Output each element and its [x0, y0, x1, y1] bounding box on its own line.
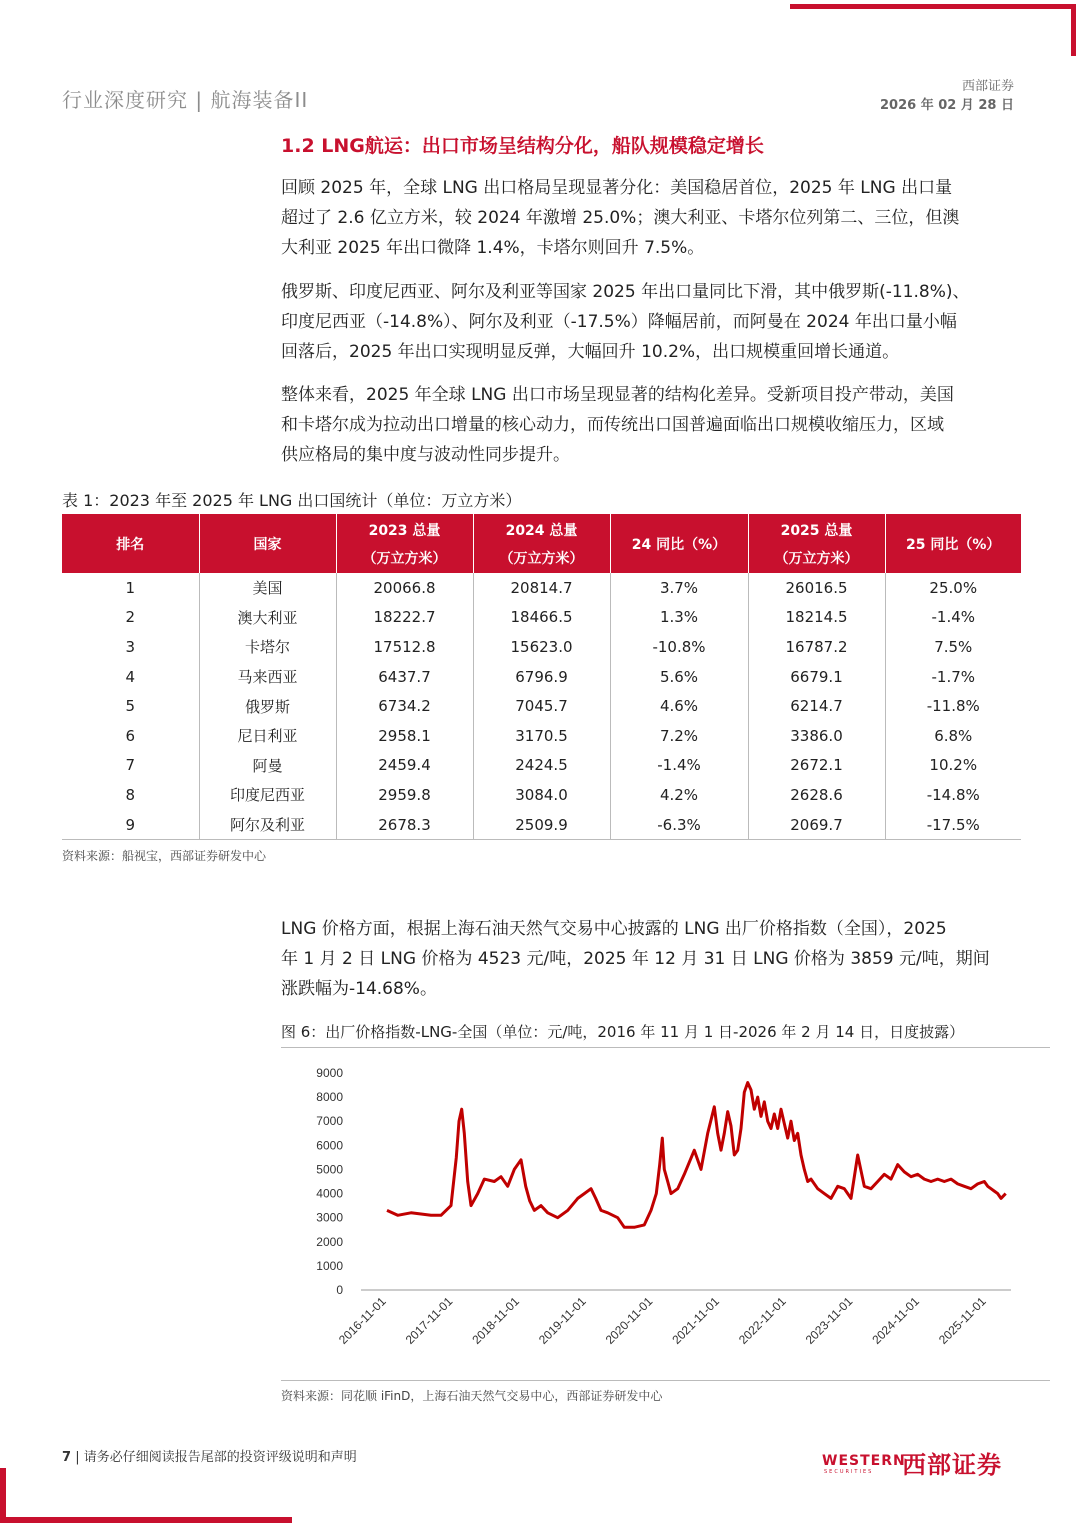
cell-country: 马来西亚: [199, 662, 336, 692]
paragraph-line: 涨跌幅为-14.68%。: [281, 979, 437, 999]
paragraph-2: [281, 277, 1021, 367]
cell-2025: 6214.7: [748, 691, 885, 721]
lng-export-table: [62, 514, 1021, 840]
logo-english-sub: SECURITIES: [824, 1469, 874, 1475]
cell-yoy25: -11.8%: [926, 697, 980, 716]
company-logo: [822, 1444, 1022, 1479]
cell-2025: 2628.6: [748, 780, 885, 810]
table-row: [62, 573, 1021, 603]
cell-2023: 2958.1: [336, 721, 473, 751]
header-yoy25: 25 同比（%）: [885, 514, 1021, 573]
cell-yoy24: -6.3%: [610, 810, 748, 840]
cell-2023: 6437.7: [336, 662, 473, 692]
x-tick-label: 2017-11-01: [402, 1294, 456, 1347]
cell-2023: 2959.8: [336, 780, 473, 810]
cell-yoy24: 1.3%: [610, 603, 748, 633]
cell-country: 阿尔及利亚: [199, 810, 336, 840]
paragraph-line: 超过了 2.6 亿立方米，较 2024 年激增 25.0%；澳大利亚、卡塔尔位列第二、三位，但澳: [281, 208, 960, 228]
logo-chinese: 西部证券: [902, 1451, 1002, 1479]
paragraph-line: 俄罗斯、印度尼西亚、阿尔及利亚等国家 2025 年出口量同比下滑，其中俄罗斯(-11.8%)、: [281, 282, 970, 302]
table-row: [62, 662, 1021, 692]
disclaimer-text: 请务必仔细阅读报告尾部的投资评级说明和声明: [83, 1450, 357, 1465]
header-2025: [748, 514, 885, 573]
cell-2024: 18466.5: [473, 603, 610, 633]
cell-yoy25: -1.7%: [931, 667, 976, 686]
cell-yoy24: 7.2%: [610, 721, 748, 751]
paragraph-line: 整体来看，2025 年全球 LNG 出口市场呈现显著的结构化差异。受新项目投产带动，美国: [281, 385, 954, 405]
cell-2024: 20814.7: [473, 573, 610, 603]
cell-rank: 9: [62, 810, 199, 840]
y-tick-label: 6000: [316, 1138, 343, 1153]
paragraph-line: 回落后，2025 年出口实现明显反弹，大幅回升 10.2%，出口规模重回增长通道。: [281, 342, 900, 362]
cell-country: 阿曼: [199, 751, 336, 781]
header-2023: [336, 514, 473, 573]
cell-yoy25: 10.2%: [929, 756, 978, 775]
cell-2023: 18222.7: [336, 603, 473, 633]
cell-rank: 3: [62, 632, 199, 662]
cell-2024: 2509.9: [473, 810, 610, 840]
report-category: 行业深度研究 | 航海装备II: [62, 88, 309, 112]
figure-frame: [281, 1047, 1050, 1381]
cell-2024: 7045.7: [473, 691, 610, 721]
paragraph-line: 供应格局的集中度与波动性同步提升。: [281, 445, 570, 465]
header-rank: 排名: [62, 514, 199, 573]
header-2023-unit: （万立方米）: [362, 550, 447, 567]
table-row: [62, 691, 1021, 721]
cell-2025: 26016.5: [748, 573, 885, 603]
series-line-lng-price: [387, 1083, 1006, 1228]
cell-yoy25: 7.5%: [934, 637, 973, 656]
figure-caption: 图 6：出厂价格指数-LNG-全国（单位：元/吨，2016 年 11 月 1 日-2026 年 2 月 14 日，日度披露）: [281, 1023, 965, 1041]
section-title: 1.2 LNG航运：出口市场呈结构分化，船队规模稳定增长: [281, 135, 764, 157]
cell-2025: 6679.1: [748, 662, 885, 692]
y-tick-label: 4000: [316, 1186, 343, 1201]
cell-rank: 4: [62, 662, 199, 692]
paragraph-1: [281, 173, 1021, 263]
cell-yoy24: -1.4%: [610, 751, 748, 781]
y-tick-label: 7000: [316, 1114, 343, 1129]
x-tick-label: 2020-11-01: [602, 1294, 656, 1347]
cell-2024: 15623.0: [473, 632, 610, 662]
cell-yoy24: 3.7%: [610, 573, 748, 603]
y-tick-label: 5000: [316, 1162, 343, 1177]
cell-yoy24: 4.6%: [610, 691, 748, 721]
paragraph-line: 大利亚 2025 年出口微降 1.4%，卡塔尔则回升 7.5%。: [281, 238, 705, 258]
x-tick-label: 2023-11-01: [802, 1294, 856, 1347]
lng-price-chart: [281, 1048, 1050, 1380]
cell-2024: 3170.5: [473, 721, 610, 751]
cell-yoy25: 6.8%: [934, 726, 973, 745]
paragraph-3: [281, 380, 1021, 470]
corner-frame-bottom: [0, 1517, 292, 1523]
x-tick-label: 2016-11-01: [335, 1294, 389, 1347]
x-axis: [336, 1294, 989, 1347]
cell-yoy25: -17.5%: [885, 810, 1021, 840]
table-row: [62, 632, 1021, 662]
y-tick-label: 3000: [316, 1210, 343, 1225]
footer-notice: [62, 1446, 357, 1465]
cell-2023: 17512.8: [336, 632, 473, 662]
header-2025-label: 2025 总量: [780, 522, 853, 539]
header-country: 国家: [199, 514, 336, 573]
y-tick-label: 8000: [316, 1090, 343, 1105]
cell-country: 美国: [199, 573, 336, 603]
cell-2025: 16787.2: [748, 632, 885, 662]
table-row: [62, 603, 1021, 633]
corner-frame-top-vertical: [1071, 4, 1076, 56]
paragraph-line: 和卡塔尔成为拉动出口增量的核心动力，而传统出口国普遍面临出口规模收缩压力，区域: [281, 415, 944, 435]
cell-yoy25: 25.0%: [929, 578, 978, 597]
cell-2025: 3386.0: [748, 721, 885, 751]
corner-frame-bottom-vertical: [0, 1468, 6, 1523]
header-2024-unit: （万立方米）: [499, 550, 584, 567]
cell-yoy24: 5.6%: [610, 662, 748, 692]
cell-2025: 18214.5: [748, 603, 885, 633]
header-yoy24: 24 同比（%）: [610, 514, 748, 573]
paragraph-line: 回顾 2025 年，全球 LNG 出口格局呈现显著分化：美国稳居首位，2025 年 LNG 出口量: [281, 178, 953, 198]
cell-rank: 8: [62, 780, 199, 810]
corner-frame-top: [790, 4, 1076, 9]
paragraph-4: [281, 914, 1021, 1004]
cell-rank: 2: [62, 603, 199, 633]
figure-source: 资料来源：同花顺 iFinD，上海石油天然气交易中心，西部证券研发中心: [281, 1389, 663, 1403]
cell-country: 澳大利亚: [199, 603, 336, 633]
cell-2025: 2069.7: [748, 810, 885, 840]
table-header-row: [62, 514, 1021, 573]
y-tick-label: 9000: [316, 1066, 343, 1080]
paragraph-line: 年 1 月 2 日 LNG 价格为 4523 元/吨，2025 年 12 月 31 日 LNG 价格为 3859 元/吨，期间: [281, 949, 990, 969]
cell-2024: 3084.0: [473, 780, 610, 810]
x-tick-label: 2024-11-01: [869, 1294, 923, 1347]
cell-country: 卡塔尔: [199, 632, 336, 662]
x-tick-label: 2021-11-01: [669, 1294, 723, 1347]
cell-rank: 5: [62, 691, 199, 721]
x-tick-label: 2025-11-01: [935, 1294, 989, 1347]
cell-2023: 6734.2: [336, 691, 473, 721]
logo-english: WESTERN: [822, 1453, 906, 1469]
table-row: [62, 721, 1021, 751]
paragraph-line: 印度尼西亚（-14.8%）、阿尔及利亚（-17.5%）降幅居前，而阿曼在 2024 年出口量小幅: [281, 312, 957, 332]
y-axis: [316, 1066, 343, 1297]
report-date: 2026 年 02 月 28 日: [880, 98, 1014, 113]
cell-rank: 7: [62, 751, 199, 781]
cell-rank: 6: [62, 721, 199, 751]
page-number: 7: [62, 1450, 72, 1465]
cell-yoy25: -14.8%: [926, 785, 980, 804]
table-source: 资料来源：船视宝，西部证券研发中心: [62, 849, 267, 863]
table-caption: 表 1：2023 年至 2025 年 LNG 出口国统计（单位：万立方米）: [62, 491, 522, 510]
header-2024: [473, 514, 610, 573]
header-2024-label: 2024 总量: [505, 522, 578, 539]
y-tick-label: 0: [336, 1283, 343, 1297]
table-row: [62, 780, 1021, 810]
cell-yoy24: 4.2%: [610, 780, 748, 810]
paragraph-line: LNG 价格方面，根据上海石油天然气交易中心披露的 LNG 出厂价格指数（全国），2025: [281, 919, 947, 939]
cell-2023: 20066.8: [336, 573, 473, 603]
cell-2024: 2424.5: [473, 751, 610, 781]
x-tick-label: 2022-11-01: [735, 1294, 789, 1347]
cell-yoy24: -10.8%: [610, 632, 748, 662]
footer-separator: |: [75, 1450, 84, 1465]
table-row: [62, 751, 1021, 781]
x-tick-label: 2019-11-01: [535, 1294, 589, 1347]
cell-2025: 2672.1: [748, 751, 885, 781]
cell-2023: 2459.4: [336, 751, 473, 781]
y-tick-label: 2000: [316, 1234, 343, 1249]
y-tick-label: 1000: [316, 1258, 343, 1273]
cell-2023: 2678.3: [336, 810, 473, 840]
cell-2024: 6796.9: [473, 662, 610, 692]
x-tick-label: 2018-11-01: [469, 1294, 523, 1347]
cell-country: 印度尼西亚: [199, 780, 336, 810]
table-row: [62, 810, 1021, 840]
header-2023-label: 2023 总量: [368, 522, 441, 539]
cell-yoy25: -1.4%: [931, 608, 976, 627]
cell-rank: 1: [62, 573, 199, 603]
header-2025-unit: （万立方米）: [774, 550, 859, 567]
cell-country: 尼日利亚: [199, 721, 336, 751]
company-name: 西部证券: [961, 79, 1014, 94]
cell-country: 俄罗斯: [199, 691, 336, 721]
